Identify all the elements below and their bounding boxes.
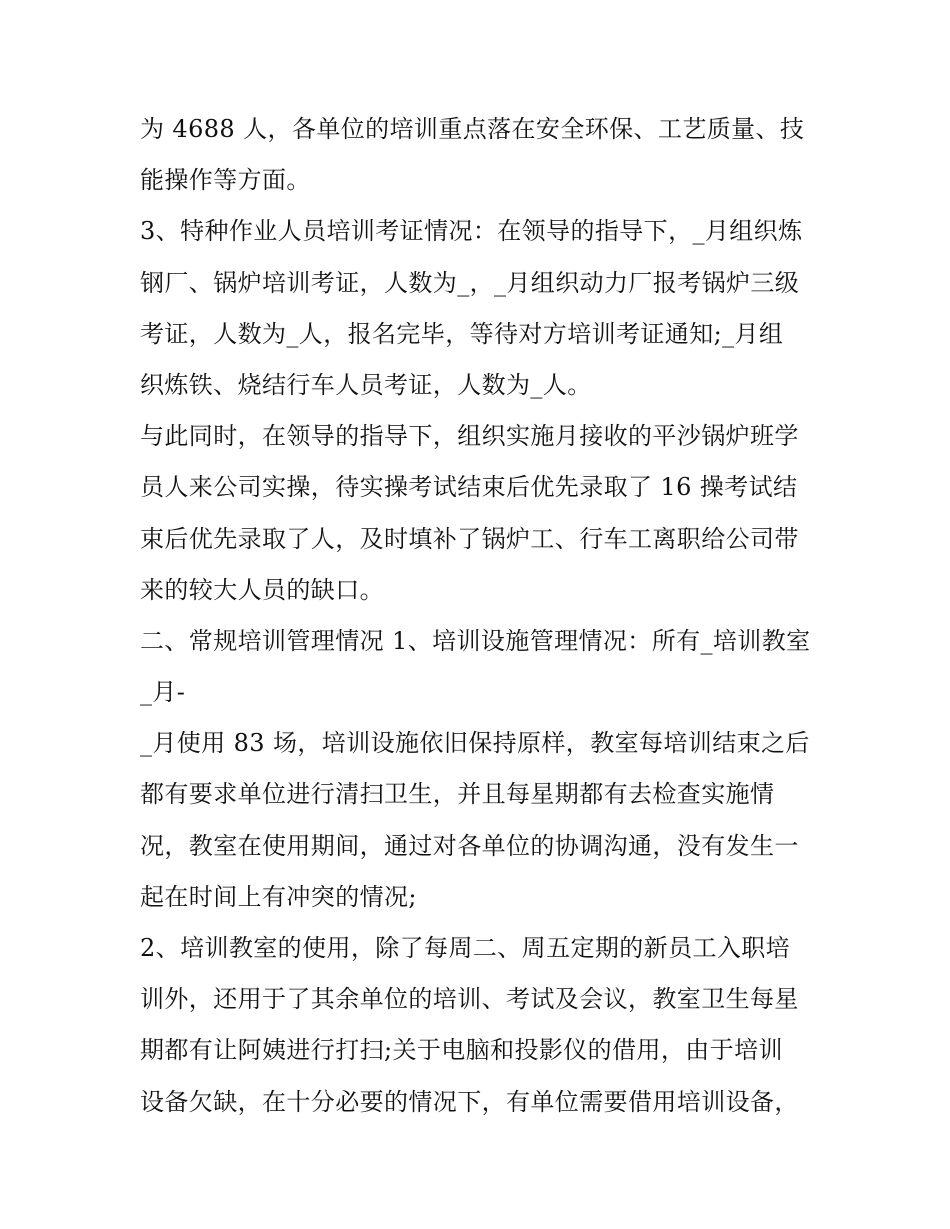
- text-line: 钢厂、锅炉培训考证，人数为_，_月组织动力厂报考锅炉三级: [140, 268, 800, 297]
- text-line: _月使用 83 场，培训设施依旧保持原样，教室每培训结束之后: [140, 729, 810, 758]
- text-line: 起在时间上有冲突的情况;: [140, 882, 417, 911]
- text-line: 与此同时，在领导的指导下，组织实施月接收的平沙锅炉班学: [140, 422, 799, 451]
- text-line: 员人来公司实操，待实操考试结束后优先录取了 16 操考试结: [140, 473, 798, 502]
- text-line: 况，教室在使用期间，通过对各单位的协调沟通，没有发生一: [140, 831, 799, 860]
- text-line: 二、常规培训管理情况 1、培训设施管理情况：所有_培训教室: [140, 626, 811, 655]
- text-line: 期都有让阿姨进行打扫;关于电脑和投影仪的借用，由于培训: [140, 1036, 783, 1065]
- text-line: _月-: [140, 678, 186, 707]
- text-line: 为 4688 人，各单位的培训重点落在安全环保、工艺质量、技: [140, 115, 805, 143]
- document-body: [140, 104, 820, 1128]
- text-line: 训外，还用于了其余单位的培训、考试及会议，教室卫生每星: [140, 985, 799, 1014]
- text-line: 设备欠缺，在十分必要的情况下，有单位需要借用培训设备，: [140, 1087, 799, 1116]
- text-line: 束后优先录取了人，及时填补了锅炉工、行车工离职给公司带: [140, 524, 799, 553]
- text-line: 织炼铁、烧结行车人员考证，人数为_人。: [140, 370, 592, 399]
- text-line: 来的较大人员的缺口。: [140, 575, 384, 604]
- text-line: 能操作等方面。: [140, 166, 311, 195]
- text-line: 2、培训教室的使用，除了每周二、周五定期的新员工入职培: [140, 934, 791, 962]
- text-line: 3、特种作业人员培训考证情况：在领导的指导下，_月组织炼: [140, 217, 803, 246]
- text-line: 考证，人数为_人，报名完毕，等待对方培训考证通知;_月组: [140, 319, 784, 348]
- text-line: 都有要求单位进行清扫卫生，并且每星期都有去检查实施情: [140, 780, 775, 809]
